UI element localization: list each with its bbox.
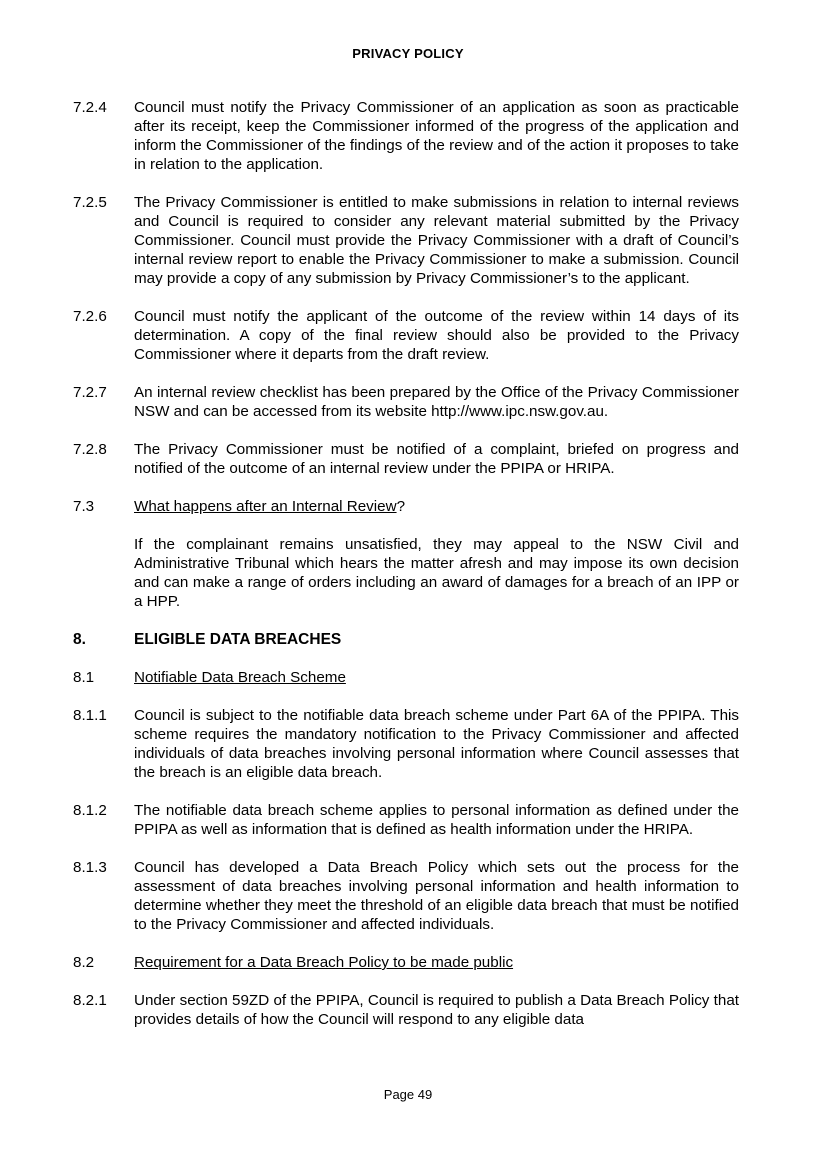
section-text: The Privacy Commissioner is entitled to make submissions in relation to internal reviews and Council is required to consider any relevant material submitted by the Privacy Commissioner. Council must provide the Privacy Commissioner with a draft of Council’s internal review report to enable the Privacy Commissioner to make a submission. Council may provide a copy of any submission by Privacy Commissioner’s to the applicant. (134, 194, 739, 287)
section-text: The Privacy Commissioner must be notified of a complaint, briefed on progress and notified of the outcome of an internal review under the PPIPA or HRIPA. (134, 441, 739, 477)
section-number: 8. (73, 631, 86, 648)
section-8-2-1 (73, 991, 739, 1029)
section-heading: ELIGIBLE DATA BREACHES (134, 631, 342, 648)
section-7-2-7 (73, 383, 739, 421)
section-number: 7.2.5 (73, 194, 107, 211)
page-number: Page 49 (383, 1087, 433, 1102)
section-number: 8.2.1 (73, 992, 107, 1009)
section-title-suffix: ? (396, 498, 406, 515)
section-7-2-4 (73, 98, 739, 174)
section-title (134, 668, 739, 687)
section-text: Council has developed a Data Breach Policy which sets out the process for the assessment of data breaches involving personal information and health information to determine whether they meet the threshold of an eligible data breach that must be notified to the Privacy Commissioner and affected individuals. (134, 859, 739, 933)
section-number: 7.2.7 (73, 384, 107, 401)
section-8-1 (73, 668, 739, 687)
section-8-2 (73, 953, 739, 972)
section-title-text: Notifiable Data Breach Scheme (134, 669, 346, 686)
section-7-3 (73, 497, 739, 516)
section-text: Council must notify the applicant of the outcome of the review within 14 days of its determination. A copy of the final review should also be provided to the Privacy Commissioner where it departs from the draft review. (134, 308, 739, 363)
section-text: An internal review checklist has been prepared by the Office of the Privacy Commissioner NSW and can be accessed from its website http://www.ipc.nsw.gov.au. (134, 384, 739, 420)
section-number: 7.2.4 (73, 99, 107, 116)
section-text: The notifiable data breach scheme applies to personal information as defined under the PPIPA as well as information that is defined as health information under the HRIPA. (134, 802, 739, 838)
section-7-2-5 (73, 193, 739, 288)
section-number: 8.1.3 (73, 859, 107, 876)
section-text: Council is subject to the notifiable data breach scheme under Part 6A of the PPIPA. This scheme requires the mandatory notification to the Privacy Commissioner and affected individuals of data breaches involving personal information where Council assesses that the breach is an eligible data breach. (134, 707, 739, 781)
section-title-text: Requirement for a Data Breach Policy to be made public (134, 954, 514, 971)
document-body (73, 98, 739, 1048)
section-8-1-2 (73, 801, 739, 839)
section-8-1-1 (73, 706, 739, 782)
section-title-text: What happens after an Internal Review (134, 498, 397, 515)
section-number: 7.2.8 (73, 441, 107, 458)
section-title (134, 497, 739, 516)
section-7-2-8 (73, 440, 739, 478)
section-8-heading (73, 630, 739, 649)
section-7-3-paragraph: If the complainant remains unsatisfied, they may appeal to the NSW Civil and Administrative Tribunal which hears the matter afresh and may impose its own decision and can make a range of orders including an award of damages for a breach of an IPP or a HPP. (134, 536, 739, 610)
section-number: 7.2.6 (73, 308, 107, 325)
page-header-title: PRIVACY POLICY (352, 46, 464, 61)
section-number: 8.1.2 (73, 802, 107, 819)
section-number: 8.1.1 (73, 707, 107, 724)
section-text: Council must notify the Privacy Commissioner of an application as soon as practicable after its receipt, keep the Commissioner informed of the progress of the application and inform the Commissioner of the findings of the review and of the action it proposes to take in relation to the application. (134, 99, 739, 173)
section-number: 8.1 (73, 669, 95, 686)
section-number: 7.3 (73, 498, 95, 515)
section-text: Under section 59ZD of the PPIPA, Council is required to publish a Data Breach Policy that provides details of how the Council will respond to any eligible data (134, 992, 739, 1028)
section-number: 8.2 (73, 954, 95, 971)
section-title (134, 953, 739, 972)
section-8-1-3 (73, 858, 739, 934)
section-7-2-6 (73, 307, 739, 364)
